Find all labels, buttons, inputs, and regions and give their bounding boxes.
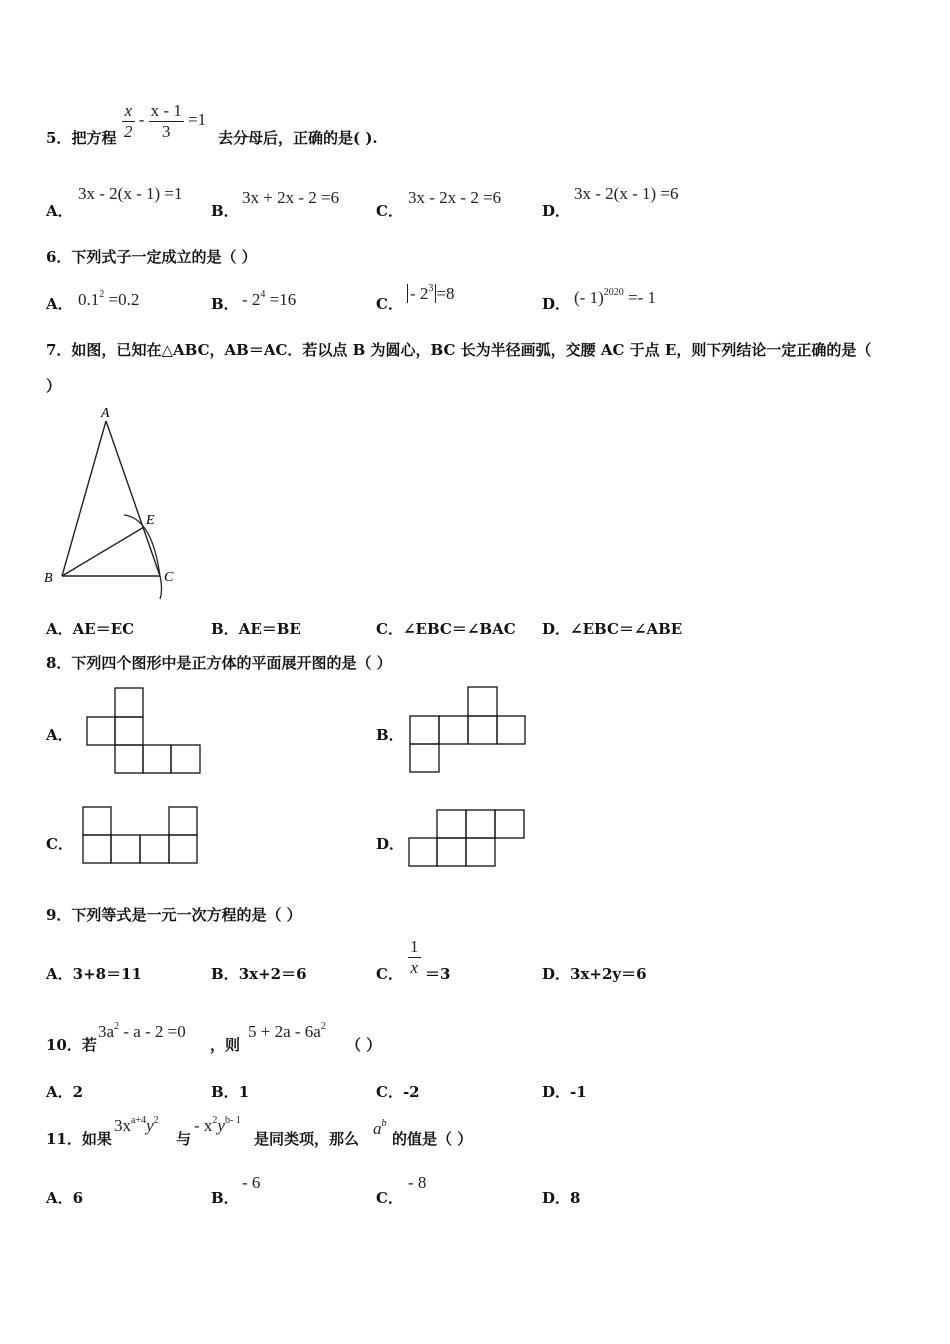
q8-option-c-net[interactable]	[82, 806, 200, 866]
vertex-b-label: B	[44, 571, 53, 586]
q11-option-c-label[interactable]: C．	[376, 1189, 403, 1207]
q7-stem: 7．如图，已知在△ABC，AB＝AC．若以点 B 为圆心，BC 长为半径画弧，交腰 AC 于点 E，则下列结论一定正确的是（	[46, 341, 872, 359]
q5-option-b-label[interactable]: B．	[211, 202, 239, 220]
q11-option-b-value: - 6	[242, 1173, 261, 1192]
q6-option-a-label[interactable]: A．	[46, 295, 73, 313]
q9-option-c-fraction: $\frac{1}{x}$	[410, 937, 419, 977]
vertex-c-label: C	[164, 570, 174, 585]
q11-stem-with: 与	[176, 1130, 192, 1148]
q9-option-c-label[interactable]: C．	[376, 965, 403, 983]
q11-power-math: $a^b$	[373, 1118, 387, 1138]
q8-option-b-net[interactable]	[409, 686, 527, 774]
triangle-figure	[40, 400, 190, 600]
q11-option-d[interactable]: D．8	[542, 1189, 581, 1207]
q10-stem-mid: ，则	[210, 1036, 241, 1054]
q8-option-d-label[interactable]: D．	[376, 835, 405, 853]
q9-option-c-text: ＝3	[425, 965, 451, 983]
q11-term-one-math: $3x^{a+4}y^2$	[114, 1115, 159, 1135]
vertex-a-label: A	[101, 406, 110, 421]
q5-option-a-math: 3x - 2(x - 1) =1	[78, 184, 183, 203]
q5-stem-end: 去分母后，正确的是( ).	[218, 129, 378, 147]
q6-option-b-math: - $2^4 =16$	[242, 289, 297, 309]
q5-option-d-math: 3x - 2(x - 1) =6	[574, 184, 679, 203]
q8-option-b-label[interactable]: B．	[376, 726, 404, 744]
q8-option-d-net[interactable]	[408, 809, 526, 869]
q10-option-c[interactable]: C．-2	[376, 1083, 420, 1101]
q10-expression-math: $5 + 2a - 6a^2$	[248, 1021, 326, 1041]
q6-option-a-math: $0.1^2 =0.2$	[78, 289, 140, 309]
q5-option-d-label[interactable]: D．	[542, 202, 571, 220]
q7-option-d[interactable]: D．∠EBC＝∠ABE	[542, 620, 683, 638]
q11-term-two-math: - $x^2y^{b- 1}$	[194, 1115, 241, 1135]
q5-option-c-label[interactable]: C．	[376, 202, 403, 220]
q11-stem-mid: 是同类项，那么	[254, 1130, 360, 1148]
q10-option-d[interactable]: D．-1	[542, 1083, 587, 1101]
q6-option-c-math: - $2^3 =8$	[407, 283, 455, 304]
q5-option-a-label[interactable]: A．	[46, 202, 73, 220]
q5-option-b-math: 3x + 2x - 2 =6	[242, 188, 340, 207]
q8-option-a-label[interactable]: A．	[46, 726, 73, 744]
q8-option-c-label[interactable]: C．	[46, 835, 73, 853]
q9-option-d[interactable]: D．3x+2y＝6	[542, 965, 647, 983]
q11-option-a[interactable]: A．6	[46, 1189, 84, 1207]
q8-option-a-net[interactable]	[86, 687, 202, 775]
q5-equation: $\frac{x}{2}$ - $\frac{x - 1}{3}$ =1	[124, 101, 207, 141]
q6-option-d-math: (- 1)$^{2020}$ =- 1	[574, 287, 656, 307]
q10-stem-end: （ ）	[346, 1036, 382, 1054]
q10-condition-math: $3a^2 - a - 2 =0$	[98, 1021, 186, 1041]
q7-option-b[interactable]: B．AE＝BE	[211, 620, 301, 638]
q11-stem-end: 的值是（ ）	[392, 1130, 473, 1148]
q6-option-c-label[interactable]: C．	[376, 295, 403, 313]
q9-option-a[interactable]: A．3+8＝11	[46, 965, 142, 983]
q11-stem-start: 11．如果	[46, 1130, 112, 1148]
q7-option-c[interactable]: C．∠EBC＝∠BAC	[376, 620, 516, 638]
q6-option-b-label[interactable]: B．	[211, 295, 239, 313]
q10-option-b[interactable]: B．1	[211, 1083, 250, 1101]
q10-option-a[interactable]: A．2	[46, 1083, 84, 1101]
q5-option-c-math: 3x - 2x - 2 =6	[408, 188, 502, 207]
q6-stem: 6．下列式子一定成立的是（ ）	[46, 248, 257, 266]
q11-option-c-value: - 8	[408, 1173, 427, 1192]
q5-stem: 5．把方程	[46, 129, 117, 147]
point-e-label: E	[146, 513, 155, 528]
q9-stem: 9．下列等式是一元一次方程的是（ ）	[46, 906, 302, 924]
q6-option-d-label[interactable]: D．	[542, 295, 571, 313]
q11-option-b-label[interactable]: B．	[211, 1189, 239, 1207]
q7-stem-close: ）	[46, 377, 62, 395]
q10-stem-start: 10．若	[46, 1036, 97, 1054]
q8-stem: 8．下列四个图形中是正方体的平面展开图的是（ ）	[46, 654, 392, 672]
q7-option-a[interactable]: A．AE＝EC	[46, 620, 135, 638]
q9-option-b[interactable]: B．3x+2＝6	[211, 965, 307, 983]
